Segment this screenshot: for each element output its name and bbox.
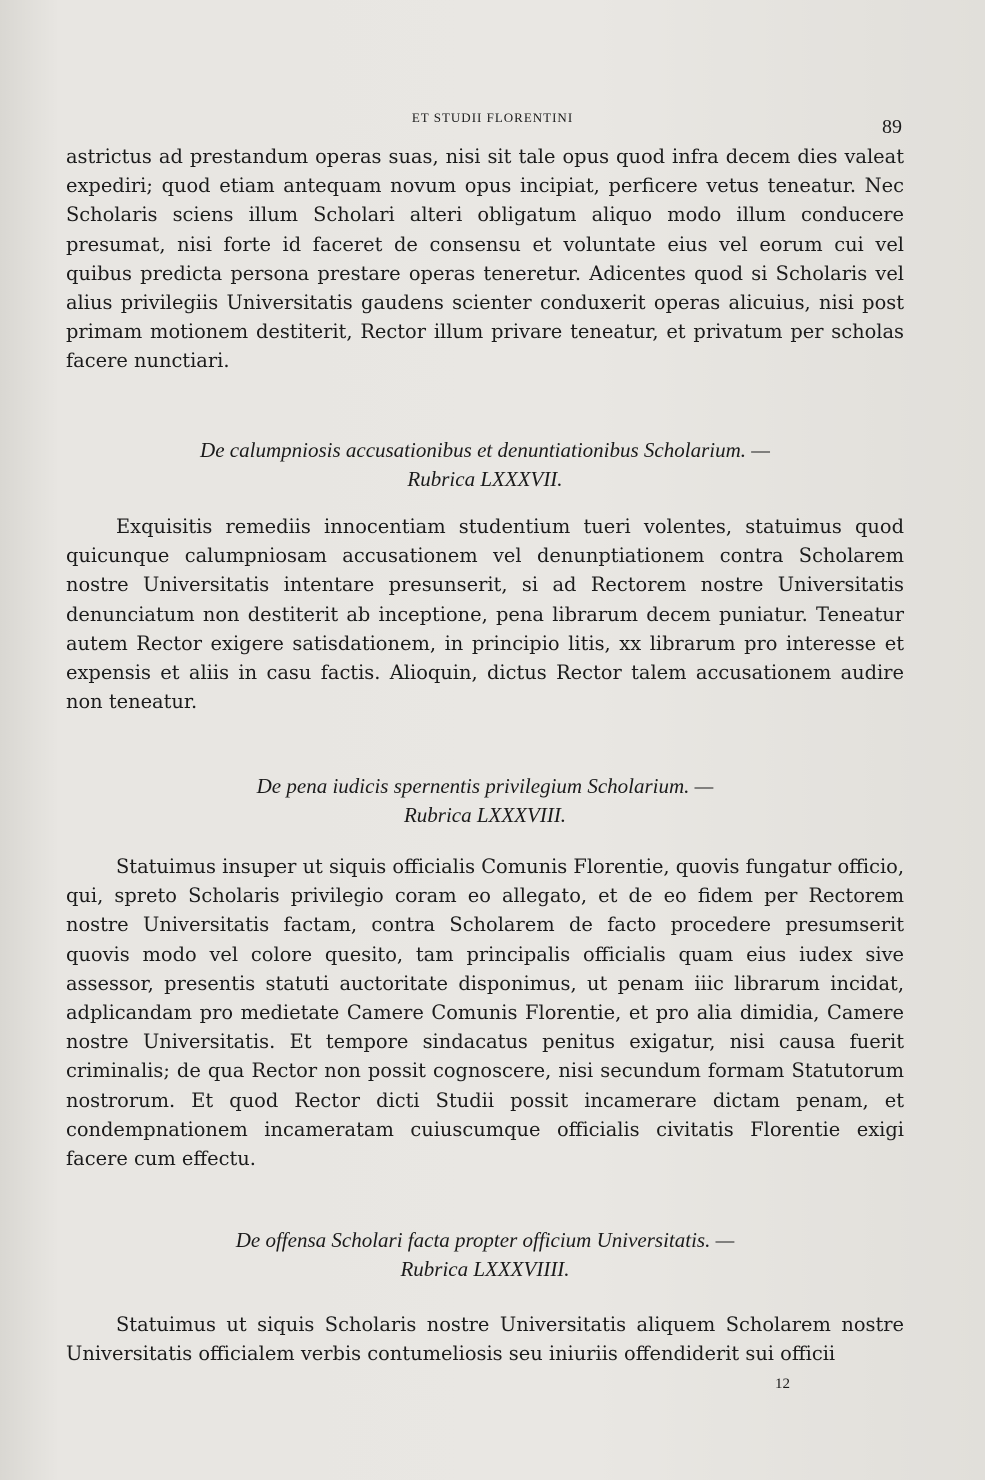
rubric-number: Rubrica LXXXVII.	[407, 467, 563, 491]
paragraph-rubric-89: Statuimus ut siquis Scholaris nostre Universitatis aliquem Scholarem nostre Universitatis officialem verbis contumeliosis seu iniuriis offendiderit sui officii	[66, 1313, 904, 1366]
rubric-heading-88	[66, 772, 904, 830]
paragraph-continuation: astrictus ad prestandum operas suas, nisi sit tale opus quod infra decem dies valeat expediri; quod etiam antequam novum opus incipiat, perficere vetus teneatur. Nec Scholaris sciens illum Scholari alteri obligatum aliquo modo illum conducere presumat, nisi forte id faceret de consensu et voluntate eius vel eorum cui vel quibus predicta persona prestare operas teneretur. Adicentes quod si Scholaris vel alius privilegiis Universitatis gaudens scienter conduxerit operas alicuius, nisi post primam motionem destiterit, Rector illum privare teneatur, et privatum per scholas facere nunctiari.	[66, 145, 904, 373]
page-number: 89	[882, 116, 902, 138]
running-head: ET STUDII FLORENTINI	[411, 110, 574, 125]
signature-mark: 12	[775, 1376, 790, 1392]
rubric-heading-89	[66, 1226, 904, 1284]
rubric-number: Rubrica LXXXVIIII.	[400, 1257, 570, 1281]
rubric-number: Rubrica LXXXVIII.	[403, 803, 567, 827]
rubric-heading-87	[66, 436, 904, 494]
rubric-title: De offensa Scholari facta propter officium Universitatis. —	[235, 1228, 735, 1252]
rubric-title: De calumpniosis accusationibus et denuntiationibus Scholarium. —	[200, 438, 770, 462]
paragraph-rubric-88: Statuimus insuper ut siquis officialis Comunis Florentie, quovis fungatur officio, qui, spreto Scholaris privilegio coram eo allegato, et de eo fidem per Rectorem nostre Universitatis factam, contra Scholarem de facto procedere presumserit quovis modo vel colore quesito, tam principalis officialis quam eius iudex sive assessor, presentis statuti auctoritate disponimus, ut penam iiic librarum incidat, adplicandam pro medietate Camere Comunis Florentie, et pro alia dimidia, Camere nostre Universitatis. Et tempore sindacatus penitus exigatur, nisi causa fuerit criminalis; de qua Rector non possit cognoscere, nisi secundum formam Statutorum nostrorum. Et quod Rector dicti Studii possit incamerare dictam penam, et condempnationem incameratam cuiuscumque officialis civitatis Florentie exigi facere cum effectu.	[66, 855, 904, 1171]
paragraph-rubric-87: Exquisitis remediis innocentiam studentium tueri volentes, statuimus quod quicunque calumpniosam accusationem vel denunptiationem contra Scholarem nostre Universitatis intentare presunserit, si ad Rectorem nostre Universitatis denunciatum non destiterit ab inceptione, pena librarum decem puniatur. Teneatur autem Rector exigere satisdationem, in principio litis, xx librarum pro interesse et expensis et aliis in casu factis. Alioquin, dictus Rector talem accusationem audire non teneatur.	[66, 515, 904, 714]
rubric-title: De pena iudicis spernentis privilegium Scholarium. —	[256, 774, 714, 798]
